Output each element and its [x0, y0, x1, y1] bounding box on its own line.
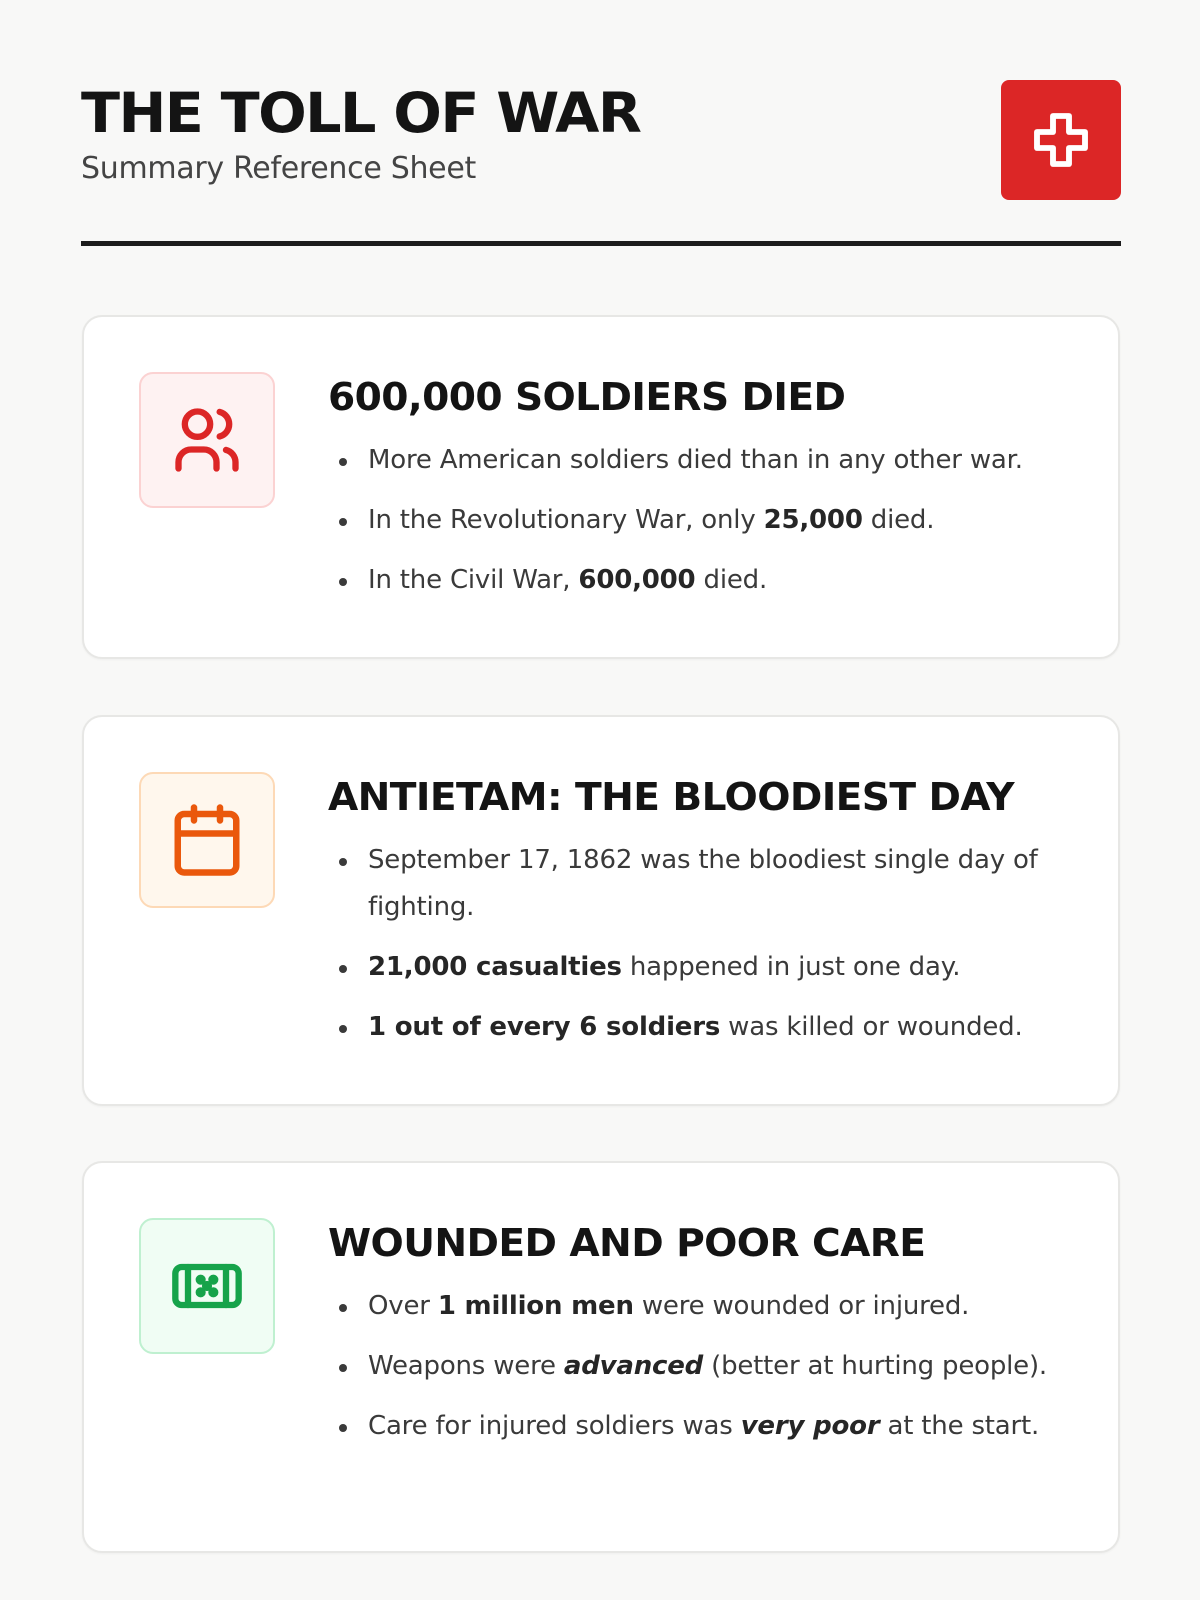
bullet-emphasis: 600,000	[578, 564, 696, 595]
card-antietam	[82, 715, 1120, 1106]
bullet-item	[328, 1343, 1088, 1390]
bullet-item	[328, 1004, 1088, 1051]
card-title: ANTIETAM: THE BLOODIEST DAY	[328, 775, 1014, 819]
card-icon-box	[139, 772, 275, 908]
bullet-text: (better at hurting people).	[703, 1350, 1047, 1381]
bullet-emphasis: 1 out of every 6 soldiers	[368, 1011, 721, 1042]
bullet-item	[328, 837, 1088, 931]
users-icon	[169, 402, 245, 478]
bullet-emphasis: advanced	[563, 1350, 704, 1381]
bullet-list	[328, 837, 1088, 1051]
header-divider	[81, 241, 1121, 246]
bullet-text: More American soldiers died than in any other war.	[368, 444, 1023, 475]
bullet-text: happened in just one day.	[621, 951, 961, 982]
bullet-item	[328, 557, 1088, 604]
bullet-item	[328, 944, 1088, 991]
bandage-icon	[169, 1248, 245, 1324]
header	[81, 80, 1121, 200]
card-body	[328, 377, 1088, 604]
bullet-emphasis: 25,000	[763, 504, 863, 535]
bullet-text: Over	[368, 1290, 438, 1321]
bullet-text: at the start.	[879, 1410, 1040, 1441]
bullet-text: In the Revolutionary War, only	[368, 504, 764, 535]
logo	[1001, 80, 1121, 200]
bullet-text: died.	[862, 504, 935, 535]
card-wounded	[82, 1161, 1120, 1553]
card-title: 600,000 SOLDIERS DIED	[328, 375, 846, 419]
card-body	[328, 1223, 1088, 1450]
bullet-list	[328, 1283, 1088, 1450]
bullet-emphasis: 1 million men	[437, 1290, 634, 1321]
bullet-item	[328, 1403, 1088, 1450]
bullet-text: September 17, 1862 was the bloodiest single day of fighting.	[368, 844, 1038, 922]
bullet-text: died.	[695, 564, 768, 595]
calendar-icon	[168, 801, 246, 879]
page-subtitle: Summary Reference Sheet	[81, 151, 476, 186]
card-icon-box	[139, 372, 275, 508]
card-body	[328, 777, 1088, 1051]
bullet-list	[328, 437, 1088, 604]
bullet-text: was killed or wounded.	[720, 1011, 1023, 1042]
bullet-emphasis: very poor	[740, 1410, 880, 1441]
card-title: WOUNDED AND POOR CARE	[328, 1221, 926, 1265]
bullet-text: were wounded or injured.	[633, 1290, 970, 1321]
bullet-item	[328, 497, 1088, 544]
card-icon-box	[139, 1218, 275, 1354]
card-soldiers-died	[82, 315, 1120, 659]
page-title: THE TOLL OF WAR	[81, 81, 641, 145]
bullet-text: Care for injured soldiers was	[368, 1410, 741, 1441]
medical-cross-icon	[1029, 108, 1093, 172]
bullet-item	[328, 437, 1088, 484]
bullet-item	[328, 1283, 1088, 1330]
bullet-emphasis: 21,000 casualties	[368, 951, 622, 982]
bullet-text: In the Civil War,	[368, 564, 579, 595]
bullet-text: Weapons were	[368, 1350, 564, 1381]
